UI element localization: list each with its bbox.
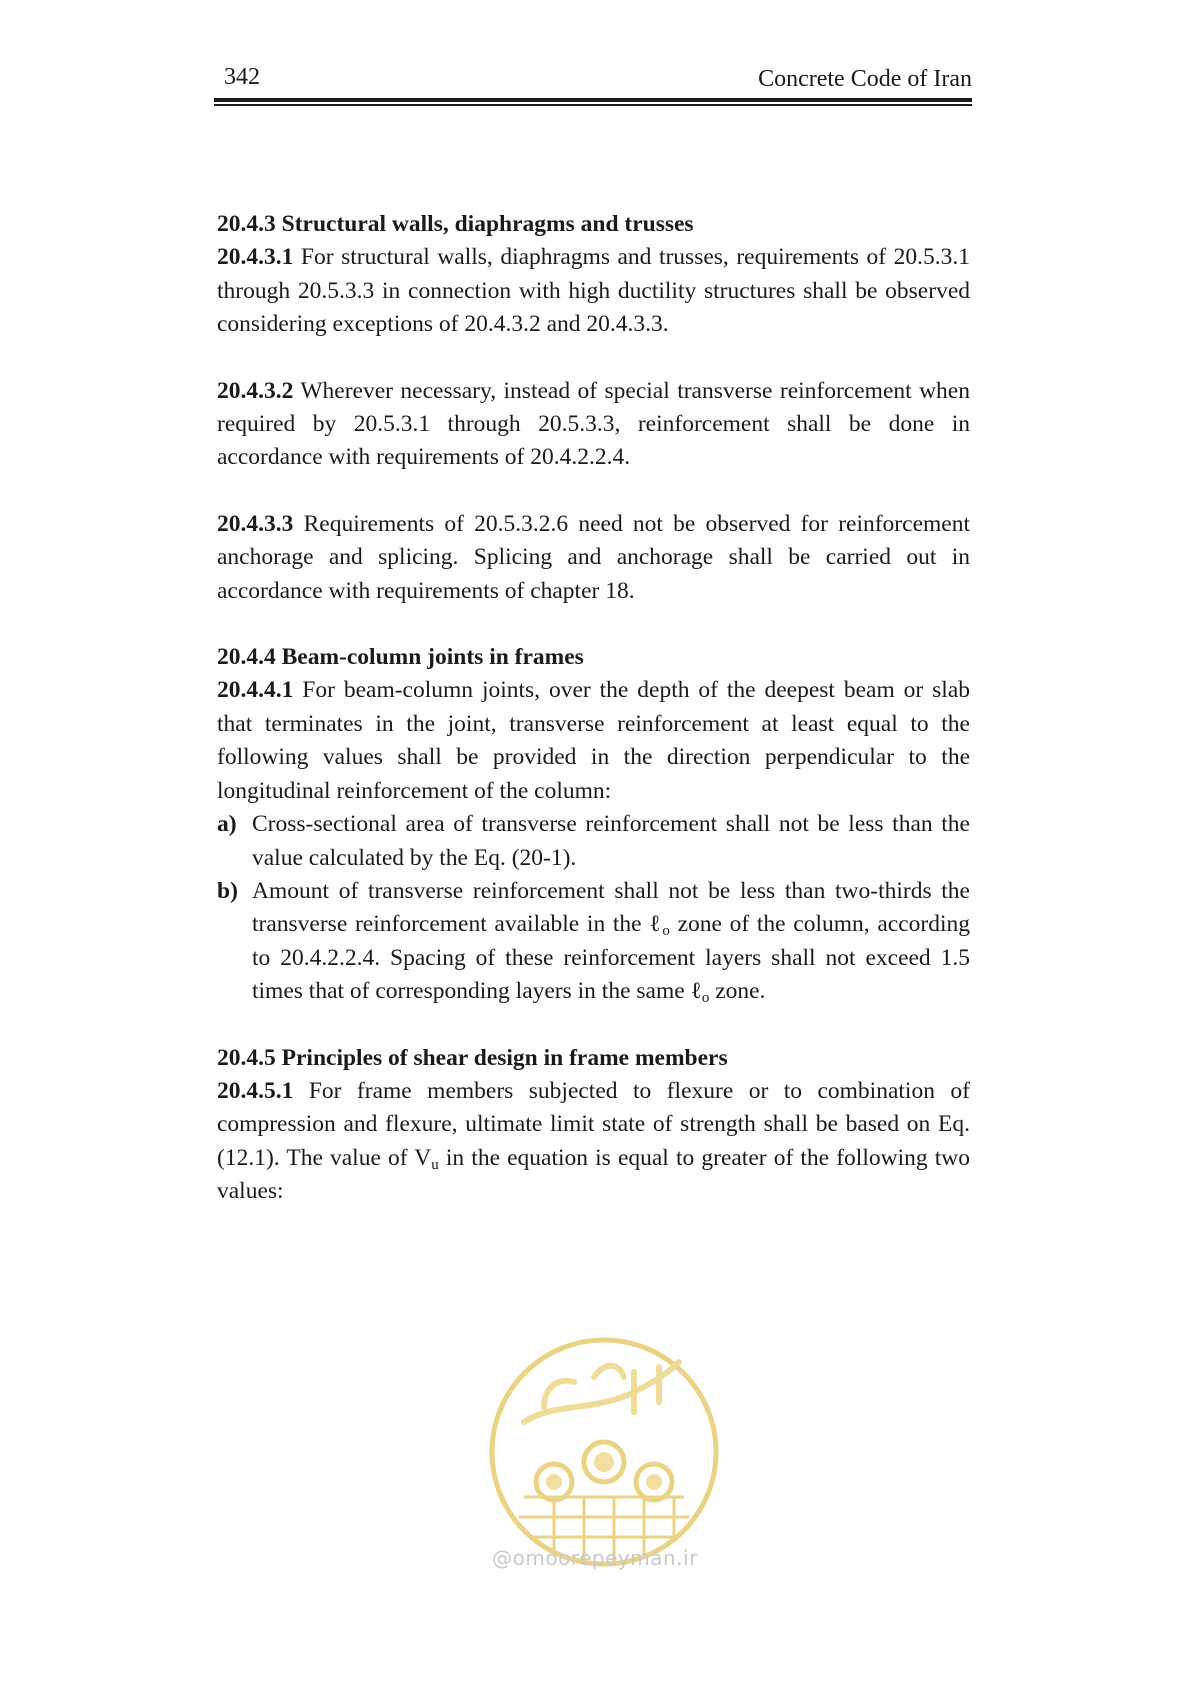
running-title: Concrete Code of Iran — [758, 66, 972, 92]
watermark-logo — [484, 1332, 724, 1572]
clause-text: For structural walls, diaphragms and trusses, requirements of 20.5.3.1 through 20.5.3.3 in connection with high ductility structures shall be observed considering exceptions of 20.4.3.2 and 20.4.3.3. — [217, 244, 970, 338]
clause-number: 20.4.3.1 — [217, 244, 294, 271]
list-label: a) — [217, 811, 237, 838]
clause-number: 20.4.4.1 — [217, 677, 294, 704]
clause-number: 20.4.5.1 — [217, 1077, 294, 1104]
list-label: b) — [217, 877, 238, 904]
clause-text: For beam-column joints, over the depth of the deepest beam or slab that terminates in the joint, transverse reinforcement at least equal to the following values shall be provided in the direction perpendicular to the longitudinal reinforcement of the column: — [217, 677, 970, 804]
subscript: o — [701, 990, 710, 1007]
list-item-b — [217, 875, 970, 1009]
section-heading-20-4-4: 20.4.4 Beam-column joints in frames — [217, 644, 584, 671]
section-heading-20-4-5: 20.4.5 Principles of shear design in frame members — [217, 1044, 728, 1071]
paragraph-20-4-3-3 — [217, 508, 970, 608]
subscript: o — [662, 923, 670, 940]
header-rule-thick — [214, 98, 972, 102]
clause-number: 20.4.3.2 — [217, 377, 294, 404]
section-heading-20-4-3: 20.4.3 Structural walls, diaphragms and trusses — [217, 211, 694, 237]
list-text-part: Amount of transverse reinforcement shall not be less than two-thirds the transverse reinforcement available in the ℓ — [252, 877, 970, 938]
paragraph-20-4-3-2 — [217, 375, 970, 475]
list-text-part: zone of the column, according to 20.4.2.2.4. Spacing of these reinforcement layers shall not exceed 1.5 times that of corresponding layers in the same ℓ — [252, 911, 971, 1005]
list-text: Cross-sectional area of transverse reinforcement shall not be less than the value calculated by the Eq. (20-1). — [252, 811, 970, 871]
list-text — [252, 877, 971, 1007]
paragraph-20-4-5-1 — [217, 1075, 970, 1209]
paragraph-20-4-3-1 — [217, 241, 970, 341]
clause-text: Wherever necessary, instead of special transverse reinforcement when required by 20.5.3.1 through 20.5.3.3, reinforcement shall be done in accordance with requirements of 20.4.2.2.4. — [217, 377, 970, 471]
clause-text-part: in the equation is equal to greater of the following two values: — [217, 1144, 970, 1205]
clause-text: Requirements of 20.5.3.2.6 need not be observed for reinforcement anchorage and splicing. Splicing and anchorage shall be carried out in accordance with requirements of chapter 18. — [217, 510, 970, 604]
header-rule-thin — [214, 104, 972, 106]
page-body — [217, 208, 970, 1209]
page-header — [214, 62, 972, 104]
clause-number: 20.4.3.3 — [217, 510, 294, 537]
clause-text-part: For frame members subjected to flexure or to combination of compression and flexure, ultimate limit state of strength shall be based on Eq. (12.1). The value of V — [217, 1077, 970, 1171]
list-item-a — [217, 808, 970, 875]
watermark-url: @omoorepeyman.ir — [492, 1546, 698, 1570]
page-number: 342 — [224, 64, 260, 90]
clause-text — [217, 1078, 970, 1204]
list-text-part: zone. — [709, 978, 766, 1005]
subscript: u — [431, 1156, 439, 1173]
paragraph-20-4-4-1 — [217, 674, 970, 808]
